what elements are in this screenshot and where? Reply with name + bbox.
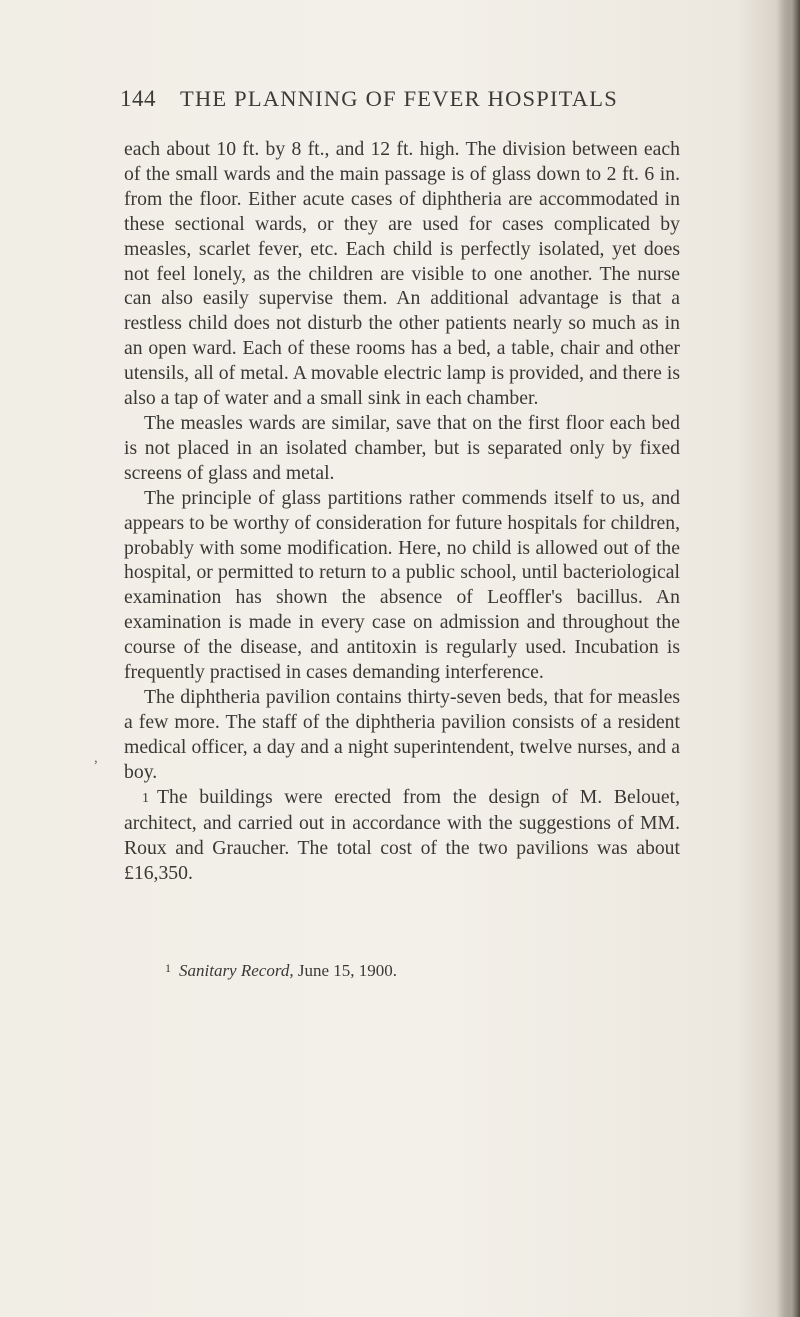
- paragraph-4: The diphtheria pavilion contains thirty-seven beds, that for measles a few more. The staff of the diphtheria pavilion consists of a resident medical officer, a day and a night superintendent, twelve nurses, and a boy.: [124, 685, 680, 783]
- footnote: [165, 957, 685, 982]
- footnoted-paragraph: [124, 785, 680, 887]
- footnoted-paragraph-text: The buildings were erected from the design of M. Belouet, architect, and carried out in accordance with the suggestions of MM. Roux and Graucher. The total cost of the two pavilions was about £16,350.: [124, 785, 680, 885]
- page-number: 144: [120, 86, 156, 111]
- paragraph-2: The measles wards are similar, save that on the first floor each bed is not placed in an isolated chamber, but is separated only by fixed screens of glass and metal.: [124, 411, 680, 484]
- footnote-number: 1: [165, 961, 171, 975]
- paragraph-1: each about 10 ft. by 8 ft., and 12 ft. high. The division between each of the small wards and the main passage is of glass down to 2 ft. 6 in. from the floor. Either acute cases of diphtheria are accommodated in these sectional wards, or they are used for cases complicated by measles, scarlet fever, etc. Each child is perfectly isolated, yet does not feel lonely, as the children are visible to one another. The nurse can also easily supervise them. An additional advantage is that a restless child does not disturb the other patients nearly so much as in an open ward. Each of these rooms has a bed, a table, chair and other utensils, all of metal. A movable electric lamp is provided, and there is also a tap of water and a small sink in each chamber.: [124, 138, 680, 410]
- body-text: [124, 137, 680, 886]
- footnote-marker: 1: [142, 790, 149, 806]
- footnote-source-title: Sanitary Record,: [179, 961, 294, 980]
- margin-mark: ,: [94, 750, 98, 766]
- paragraph-3: The principle of glass partitions rather commends itself to us, and appears to be worthy of consideration for future hospitals for children, probably with some modification. Here, no child is allowed out of the hospital, or permitted to return to a public school, until bacteriological examination has shown the absence of Leoffler's bacillus. An examination is made in every case on admission and throughout the course of the disease, and antitoxin is regularly used. Incubation is frequently practised in cases demanding interference.: [124, 486, 680, 684]
- running-head: [120, 86, 680, 122]
- running-title: THE PLANNING OF FEVER HOSPITALS: [180, 86, 618, 111]
- page-binding-edge: [786, 0, 800, 1317]
- footnote-date: June 15, 1900.: [293, 961, 397, 980]
